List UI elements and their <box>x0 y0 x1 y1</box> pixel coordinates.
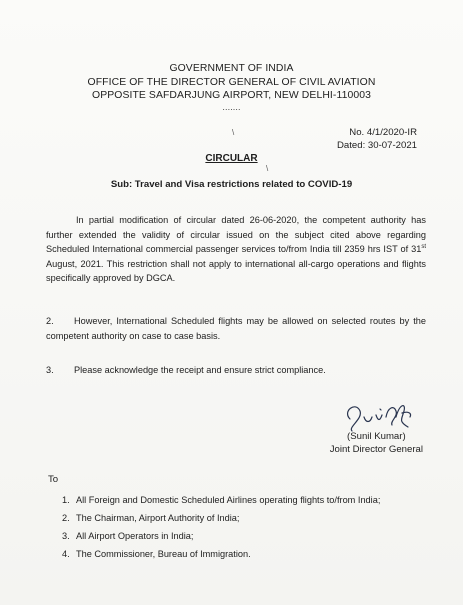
paragraph-2-text: However, International Scheduled flights may be allowed on selected routes by the competent authority on case to case basis. <box>46 316 426 341</box>
paragraph-1-text: In partial modification of circular dated 26-06-2020, the competent authority has further extended the validity of circular issued on the subject cited above regarding Scheduled International commercial passenger services to/from India till 2359 hrs IST of 31 <box>46 215 426 255</box>
stray-mark: \ <box>266 164 269 173</box>
paragraph-1-tail: August, 2021. This restriction shall not apply to international all-cargo operations and flights specifically approved by DGCA. <box>46 258 426 284</box>
letterhead <box>0 62 463 112</box>
paragraph-2 <box>46 314 426 343</box>
paragraph-2-number: 2. <box>46 316 54 326</box>
recipient-list <box>62 491 380 563</box>
header-line-office: OFFICE OF THE DIRECTOR GENERAL OF CIVIL AVIATION <box>87 76 376 88</box>
document-title: CIRCULAR <box>205 153 258 164</box>
header-line-government: GOVERNMENT OF INDIA <box>169 63 294 74</box>
list-item: 2. The Chairman, Airport Authority of India; <box>62 513 240 523</box>
stray-mark: \ <box>232 128 235 137</box>
signatory-name: (Sunil Kumar) <box>347 431 406 442</box>
header-dots: ....... <box>222 101 241 112</box>
paragraph-3-number: 3. <box>46 365 54 375</box>
signatory-block <box>330 430 423 456</box>
paragraph-1 <box>46 213 426 286</box>
signatory-designation: Joint Director General <box>329 444 423 455</box>
list-item: 4. The Commissioner, Bureau of Immigration. <box>62 549 251 559</box>
to-label: To <box>48 474 59 485</box>
list-item: 1. All Foreign and Domestic Scheduled Airlines operating flights to/from India; <box>62 495 381 505</box>
reference-date: Dated: 30-07-2021 <box>336 140 417 151</box>
reference-block <box>337 126 417 152</box>
subject-line: Sub: Travel and Visa restrictions related to COVID-19 <box>110 179 353 190</box>
list-item: 3. All Airport Operators in India; <box>62 531 194 541</box>
header-line-address: OPPOSITE SAFDARJUNG AIRPORT, NEW DELHI-110003 <box>92 90 371 101</box>
paragraph-3-text: Please acknowledge the receipt and ensure strict compliance. <box>74 365 326 375</box>
ordinal-suffix: st <box>421 244 426 251</box>
paragraph-3 <box>46 363 426 378</box>
reference-number: No. 4/1/2020-IR <box>349 127 417 138</box>
